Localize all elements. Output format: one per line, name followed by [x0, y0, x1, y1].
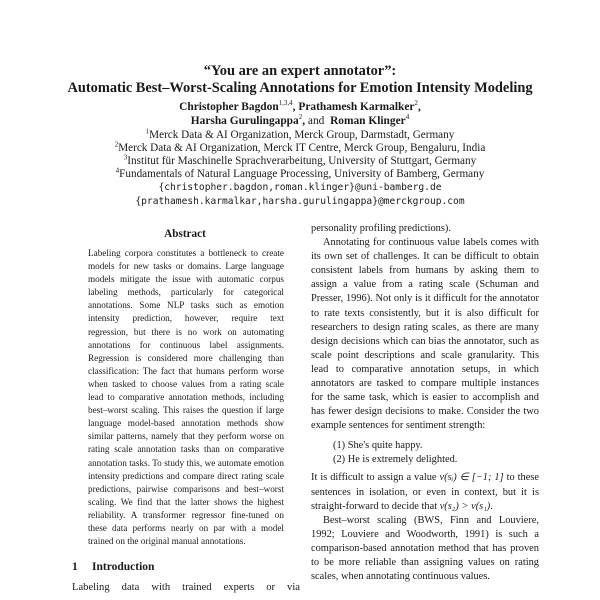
- author-name: Christopher Bagdon: [179, 101, 279, 113]
- email-line-1: {christopher.bagdon,roman.klinger}@uni-bamberg.de: [158, 182, 442, 193]
- paragraph-difficulty: [311, 471, 539, 513]
- abstract-text: Labeling corpora constitutes a bottleneck to create models for new tasks or domains. Large language models mitigate the issue with automatic corpus labeling methods, particularly for categorical annotations. Some NLP tasks such as emotion intensity prediction, however, require text regression, but there is no work on automating annotations for continuous label assignments. Regression is considered more challenging than classification: The fact that humans perform worse when tasked to choose values from a rating scale lead to comparative annotation methods, including best–worst scaling. This raises the question if large language model-based annotation methods show similar patterns, namely that they perform worse on rating scale annotation tasks than on comparative annotation tasks. To study this, we automate emotion intensity predictions and compare direct rating scale predictions, pairwise comparisons and best–worst scaling. We find that the latter shows the highest reliability. A transformer regressor fine-tuned on these data performs nearly on par with a model trained on the original manual annotations.: [88, 248, 284, 547]
- section-title: Introduction: [92, 561, 155, 573]
- affil-text: Merck Data & AI Organization, Merck Group, Darmstadt, Germany: [149, 129, 455, 141]
- math-expression: v(sᵢ) ∈ [−1; 1]: [439, 472, 504, 484]
- example-2: (2) He is extremely delighted.: [333, 454, 458, 466]
- affiliation-1: [0, 128, 600, 142]
- author-separator: ,: [302, 115, 308, 127]
- author-line-1: [0, 100, 600, 114]
- affil-sup: 4: [115, 166, 120, 175]
- affil-text: Fundamentals of Natural Language Processing, University of Bamberg, Germany: [119, 168, 485, 180]
- affil-text: Merck Data & AI Organization, Merck IT Centre, Merck Group, Bengaluru, India: [118, 142, 486, 154]
- paragraph-continuous-labels: Annotating for continuous value labels comes with its own set of challenges. It can be difficult to obtain consistent labels from humans by asking them to assign a value from a rating scale (Schuman and Presser, 1996). Not only is it difficult for the annotator to rate texts consistently, but it is also difficult for researchers to design rating scales, as there are many design decisions which can bias the annotator, such as scale point descriptions and scale granularity. This lead to comparative annotation setups, in which annotators are tasked to compare multiple instances for the same task, which is easier to accomplish and has fewer design decisions to make. Consider the two example sentences for sentiment strength:: [311, 237, 539, 432]
- paper-title-line-2: Automatic Best–Worst-Scaling Annotations for Emotion Intensity Modeling: [67, 80, 533, 96]
- intro-text: Labeling data with trained experts or via: [72, 582, 300, 593]
- affil-sup: 1: [145, 127, 150, 136]
- example-sentences: [311, 439, 539, 467]
- text-span: .: [490, 500, 493, 512]
- abstract-heading: Abstract: [164, 228, 206, 240]
- author-separator: ,: [292, 101, 299, 113]
- example-1: (1) She's quite happy.: [333, 440, 423, 452]
- math-expression: v(s₂) > v(s₁): [439, 500, 491, 512]
- paragraph-continuation: personality profiling predictions).: [311, 223, 451, 234]
- author-affil-sup: 2: [298, 113, 303, 122]
- email-line-2: {prathamesh.karmalkar,harsha.gurulingappa}@merckgroup.com: [135, 196, 465, 207]
- author-affil-sup: 1,3,4: [278, 99, 293, 108]
- author-name: Harsha Gurulingappa: [190, 115, 299, 127]
- abstract-body: [88, 247, 284, 548]
- and-word: and: [307, 115, 325, 127]
- author-name: Prathamesh Karmalker: [298, 101, 415, 113]
- text-span: to these sentences in isolation, or even in context, but it is straight-forward to decide that: [311, 472, 539, 512]
- paragraph-bws: Best–worst scaling (BWS, Finn and Louviere, 1992; Louviere and Woodworth, 1991) is such a comparison-based annotation method that has proven to be more reliable than assigning values on rating scales, when annotating continuous values.: [311, 514, 539, 583]
- section-number: 1: [72, 561, 78, 573]
- author-separator: ,: [417, 101, 421, 113]
- author-affil-sup: 4: [405, 113, 410, 122]
- author-affil-sup: 2: [414, 99, 418, 108]
- paper-title-line-1: “You are an expert annotator”:: [203, 63, 397, 79]
- affiliation-2: [0, 141, 600, 155]
- text-span: It is difficult to assign a value: [311, 472, 440, 484]
- affil-text: Institut für Maschinelle Sprachverarbeitung, University of Stuttgart, Germany: [127, 155, 477, 167]
- author-line-2: [0, 114, 600, 128]
- right-column: [311, 222, 539, 584]
- section-heading-introduction: [72, 561, 154, 573]
- affiliation-4: [0, 167, 600, 181]
- affiliation-3: [0, 154, 600, 168]
- affil-sup: 3: [123, 153, 128, 162]
- affil-sup: 2: [114, 140, 119, 149]
- author-name: Roman Klinger: [330, 115, 406, 127]
